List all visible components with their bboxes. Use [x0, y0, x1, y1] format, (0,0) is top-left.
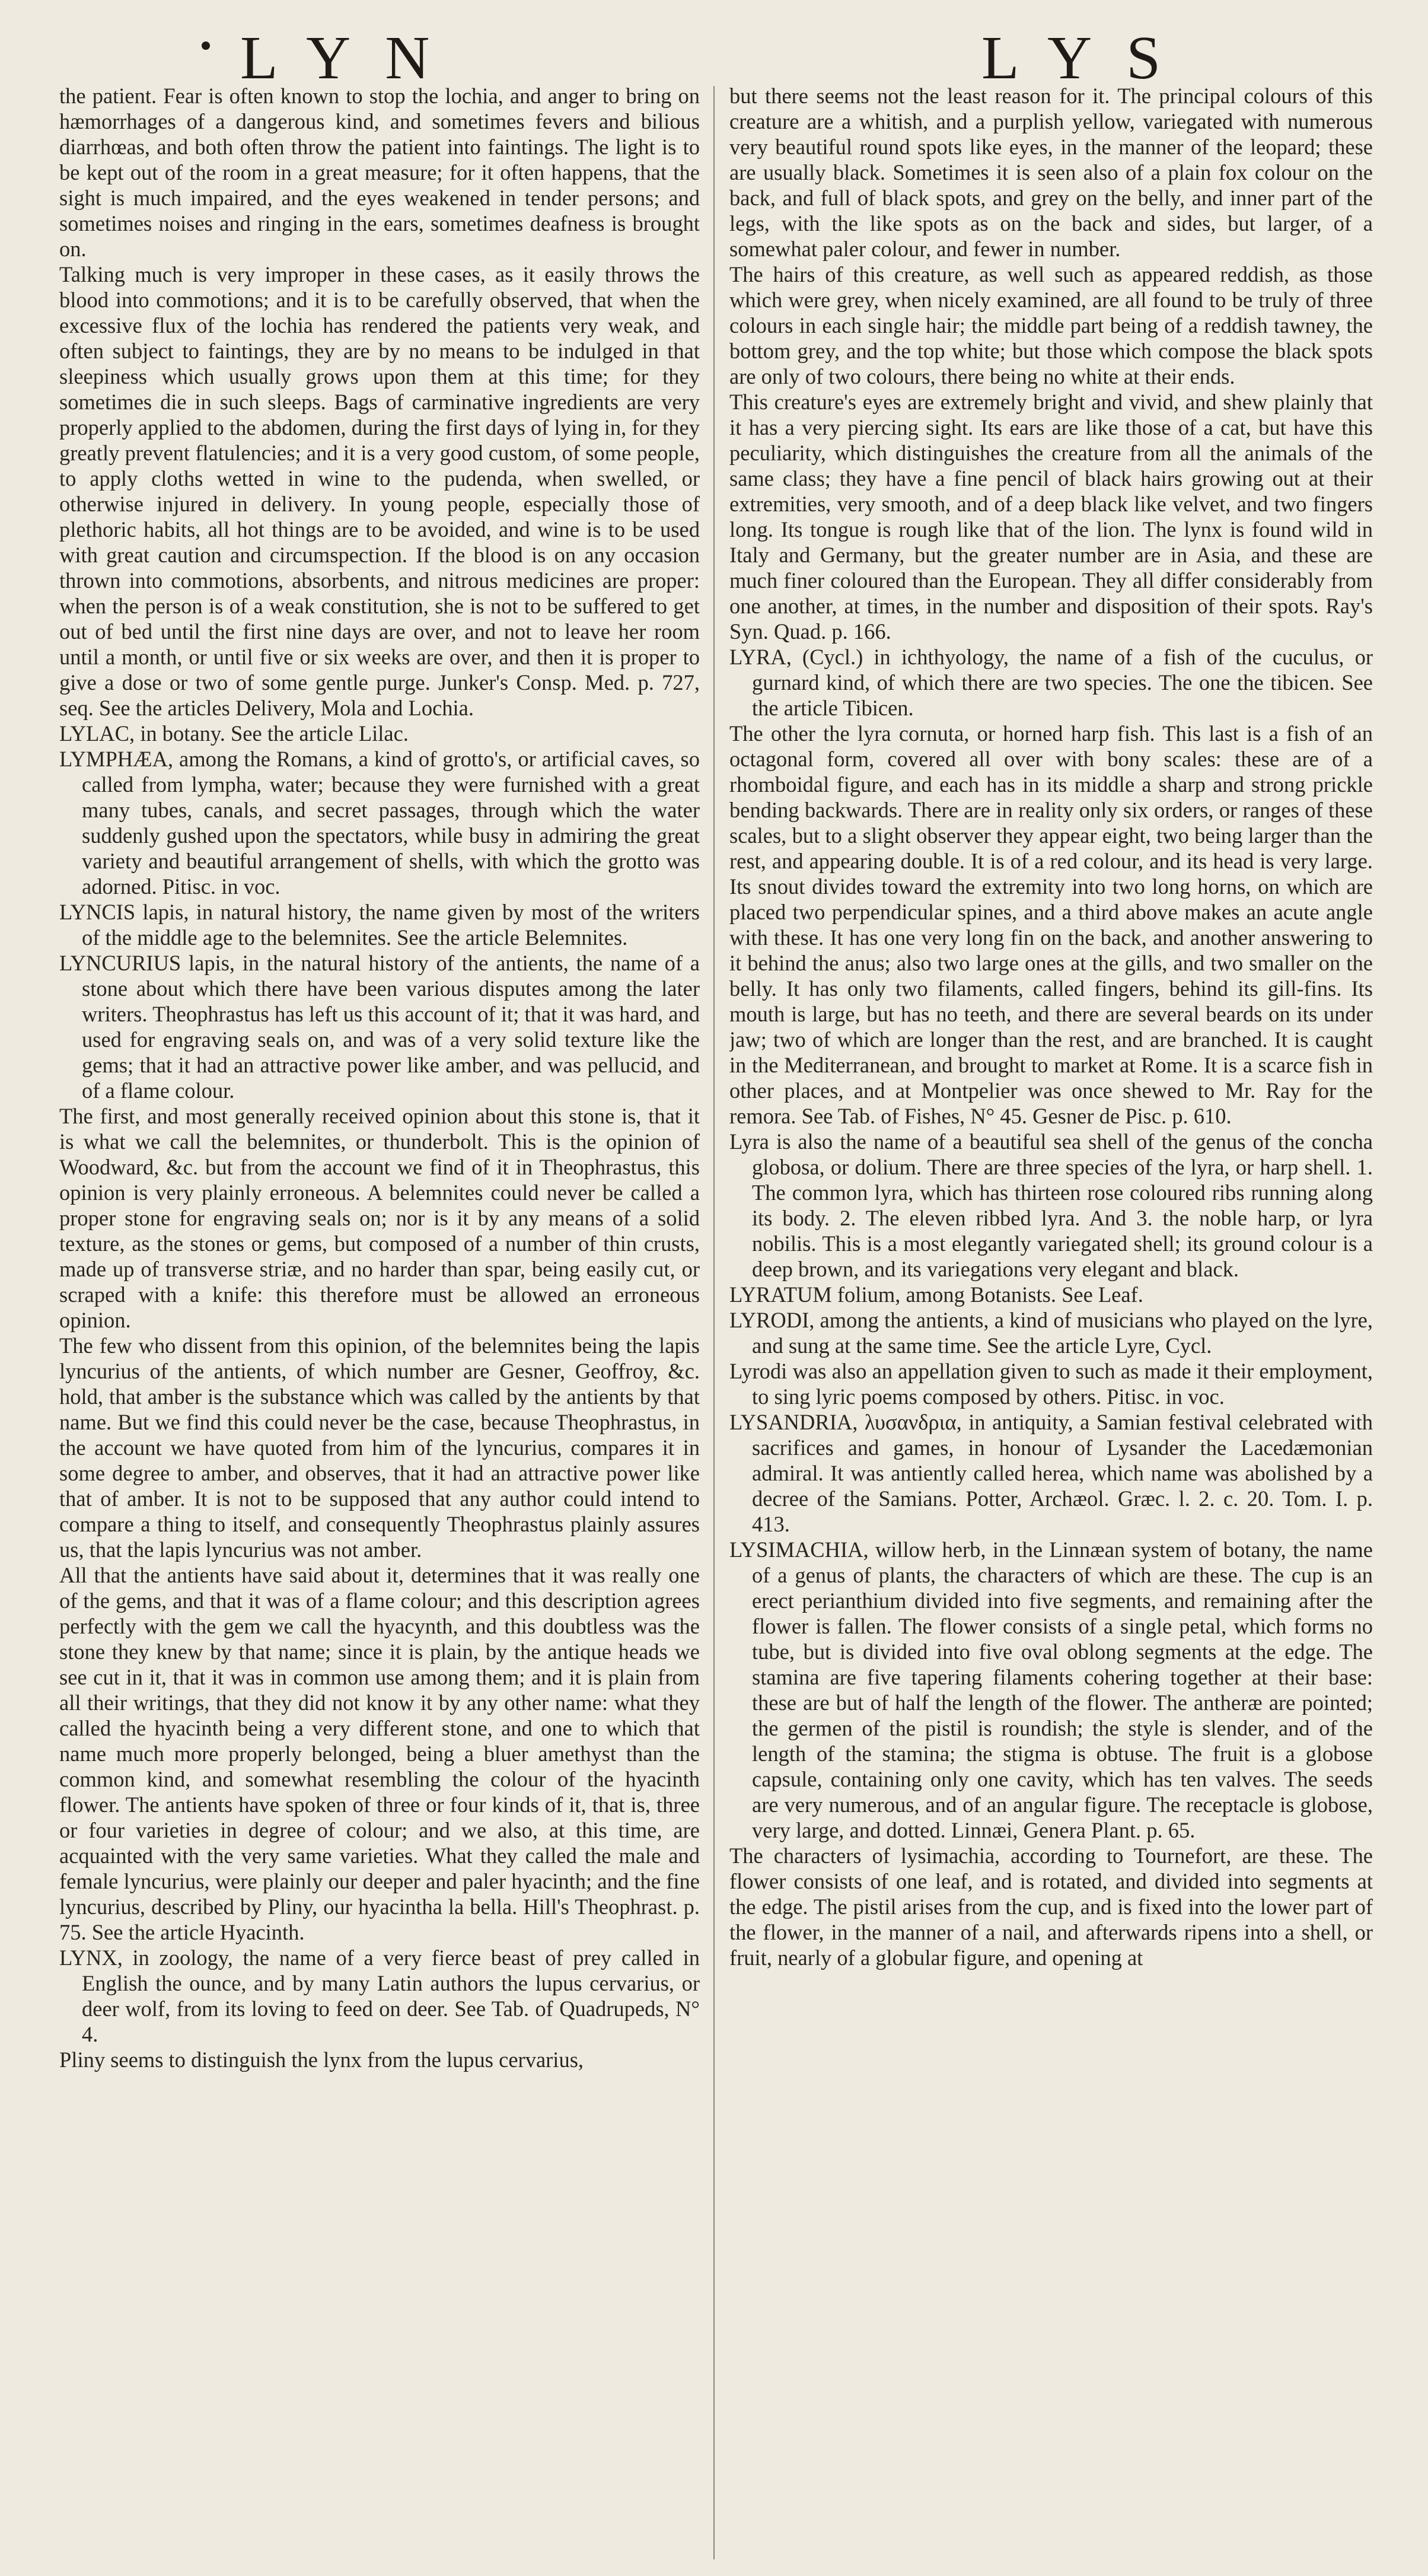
paragraph: The first, and most generally received opinion about this stone is, that it is what we call the belemnites, or thunderbolt. This is the opinion of Woodward, &c. but from the account we find of it in Theophrastus, this opinion is very plainly erroneous. A belemnites could never be called a proper stone for engraving seals on; nor is it by any means of a solid texture, as the stones or gems, but composed of a number of thin crusts, made up of transverse striæ, and no harder than spar, being easily cut, or scraped with a knife: this therefore must be allowed an erroneous opinion. — [59, 1104, 700, 1332]
column-divider — [713, 86, 715, 2559]
entry-lynx: LYNX, in zoology, the name of a very fierce beast of prey called in English the ounce, and by many Latin authors the lupus cervarius, or deer wolf, from its loving to feed on deer. See Tab. of Quadrupeds, N° 4. — [59, 1945, 700, 2046]
running-head-left: LYN — [240, 24, 464, 92]
entry-lyratum: LYRATUM folium, among Botanists. See Leaf. — [729, 1282, 1143, 1307]
entry-lyrodi-appellation: Lyrodi was also an appellation given to such as made it their employment, to sing lyric poems composed by others. Pitisc. in voc. — [729, 1359, 1373, 1409]
paragraph: The few who dissent from this opinion, of the belemnites being the lapis lyncurius of the antients, of which number are Gesner, Geoffroy, &c. hold, that amber is the substance which was called by the antients by that name. But we find this could never be the case, because Theophrastus, in the account we have quoted from him of the lyncurius, compares it in some degree to amber, and observes, that it had an attractive power like that of amber. It is not to be supposed that any author could intend to compare a thing to itself, and consequently Theophrastus plainly assures us, that the lapis lyncurius was not amber. — [59, 1333, 700, 1562]
entry-lyncis-lapis: LYNCIS lapis, in natural history, the name given by most of the writers of the middle age to the belemnites. See the article Belemnites. — [59, 900, 700, 950]
header-ornament — [202, 42, 210, 50]
paragraph: Pliny seems to distinguish the lynx from the lupus cervarius, — [59, 2048, 584, 2072]
paragraph: Talking much is very improper in these cases, as it easily throws the blood into commotions; and it is to be carefully observed, that when the excessive flux of the lochia has rendered the patients very weak, and often subject to faintings, they are by no means to be indulged in that sleepiness which usually grows upon them at this time; for they sometimes die in such sleeps. Bags of carminative ingredients are very properly applied to the abdomen, during the first days of lying in, for they greatly prevent flatulencies; and it is a very good custom, of some people, to apply cloths wetted in wine to the pudenda, when swelled, or otherwise injured in delivery. In young people, especially those of plethoric habits, all hot things are to be avoided, and wine is to be used with great caution and circumspection. If the blood is on any occasion thrown into commotions, absorbents, and nitrous medicines are proper: when the person is of a weak constitution, she is not to be suffered to get out of bed until the first nine days are over, and not to leave her room until a month, or until five or six weeks are over, and then it is proper to give a dose or two of some gentle purge. Junker's Consp. Med. p. 727, seq. See the articles Delivery, Mola and Lochia. — [59, 262, 700, 720]
paragraph: the patient. Fear is often known to stop the lochia, and anger to bring on hæmorrhages of a dangerous kind, and sometimes fevers and bilious diarrhœas, and both often throw the patient into faintings. The light is to be kept out of the room in a great measure; for it often happens, that the sight is much impaired, and the eyes weakened in tender persons; and sometimes noises and ringing in the ears, sometimes deafness is brought on. — [59, 84, 700, 261]
left-column — [59, 83, 700, 2571]
entry-lyra-shell: Lyra is also the name of a beautiful sea shell of the genus of the concha globosa, or dolium. There are three species of the lyra, or harp shell. 1. The common lyra, which has thirteen rose coloured ribs running along its body. 2. The eleven ribbed lyra. And 3. the noble harp, or lyra nobilis. This is a most elegantly variegated shell; its ground colour is a deep brown, and its variegations very elegant and black. — [729, 1129, 1373, 1281]
entry-lyrodi: LYRODI, among the antients, a kind of musicians who played on the lyre, and sung at the same time. See the article Lyre, Cycl. — [729, 1308, 1373, 1358]
entry-lysimachia: LYSIMACHIA, willow herb, in the Linnæan system of botany, the name of a genus of plants, the characters of which are these. The cup is an erect perianthium divided into five segments, and remaining after the flower is fallen. The flower consists of a single petal, which forms no tube, but is divided into five oval oblong segments at the edge. The stamina are five tapering filaments cohering together at their base: these are but of half the length of the flower. The antheræ are pointed; the germen of the pistil is roundish; the style is slender, and of the length of the stamina; the stigma is obtuse. The fruit is a globose capsule, containing only one cavity, which has ten valves. The seeds are very numerous, and of an angular figure. The receptacle is globose, very large, and dotted. Linnæi, Genera Plant. p. 65. — [729, 1537, 1373, 1842]
paragraph: but there seems not the least reason for it. The principal colours of this creature are a whitish, and a purplish yellow, variegated with numerous very beautiful round spots like eyes, in the manner of the leopard; these are usually black. Sometimes it is seen also of a plain fox colour on the back, and full of black spots, and grey on the belly, and inner part of the legs, with the like spots as on the back and sides, but larger, of a somewhat paler colour, and fewer in number. — [729, 84, 1373, 261]
entry-lylac: LYLAC, in botany. See the article Lilac. — [59, 721, 409, 746]
entry-lyra: LYRA, (Cycl.) in ichthyology, the name of a fish of the cuculus, or gurnard kind, of which there are two species. The one the tibicen. See the article Tibicen. — [729, 645, 1373, 720]
running-head-right: LYS — [981, 24, 1196, 92]
entry-lysandria: LYSANDRIA, λυσανδρια, in antiquity, a Samian festival celebrated with sacrifices and games, in honour of Lysander the Lacedæmonian admiral. It was antiently called herea, which name was abolished by a decree of the Samians. Potter, Archæol. Græc. l. 2. c. 20. Tom. I. p. 413. — [729, 1410, 1373, 1536]
paragraph: The other the lyra cornuta, or horned harp fish. This last is a fish of an octagonal form, covered all over with bony scales: these are of a rhomboidal figure, and each has in its middle a sharp and strong prickle bending backwards. There are in reality only six orders, or ranges of these scales, but to a slight observer they appear eight, two being larger than the rest, and appearing double. It is of a red colour, and its head is very large. Its snout divides toward the extremity into two long horns, on which are placed two perpendicular spines, and a third above makes an acute angle with these. It has one very long fin on the back, and another answering to it behind the anus; also two large ones at the gills, and two smaller on the belly. It has only two filaments, called fingers, behind its gill-fins. Its mouth is large, but has no teeth, and there are several beards on its under jaw; two of which are longer than the rest, and are branched. It is caught in the Mediterranean, and brought to market at Rome. It is a scarce fish in other places, and at Montpelier was once shewed to Mr. Ray for the remora. See Tab. of Fishes, N° 45. Gesner de Pisc. p. 610. — [729, 721, 1373, 1128]
entry-lyncurius-lapis: LYNCURIUS lapis, in the natural history of the antients, the name of a stone about which there have been various disputes among the later writers. Theophrastus has left us this account of it; that it was hard, and used for engraving seals on, and was of a very solid texture like the gems; that it had an attractive power like amber, and was pellucid, and of a flame colour. — [59, 951, 700, 1103]
paragraph: The characters of lysimachia, according to Tournefort, are these. The flower consists of one leaf, and is rotated, and divided into segments at the edge. The pistil arises from the cup, and is fixed into the lower part of the flower, in the manner of a nail, and afterwards ripens into a shell, or fruit, nearly of a globular figure, and opening at — [729, 1843, 1373, 1970]
paragraph: The hairs of this creature, as well such as appeared reddish, as those which were grey, when nicely examined, are all found to be truly of three colours in each single hair; the middle part being of a reddish tawney, the bottom grey, and the top white; but those which compose the black spots are only of two colours, there being no white at their ends. — [729, 262, 1373, 389]
paragraph: This creature's eyes are extremely bright and vivid, and shew plainly that it has a very piercing sight. Its ears are like those of a cat, but have this peculiarity, which distinguishes the creature from all the animals of the same class; they have a fine pencil of black hairs growing out at their extremities, very smooth, and of a deep black like velvet, and two fingers long. Its tongue is rough like that of the lion. The lynx is found wild in Italy and Germany, but the greater number are in Asia, and these are much finer coloured than the European. They all differ considerably from one another, at times, in the number and disposition of their spots. Ray's Syn. Quad. p. 166. — [729, 390, 1373, 644]
paragraph: All that the antients have said about it, determines that it was really one of the gems, and that it was of a flame colour; and this description agrees perfectly with the gem we call the hyacynth, and this doubtless was the stone they knew by that name; since it is plain, by the antique heads we see cut in it, that it was in common use among them; and it is plain from all their writings, that they did not know it by any other name: what they called the hyacinth being a very different stone, and one to which that name much more properly belonged, being a bluer amethyst than the common kind, and somewhat resembling the colour of the hyacinth flower. The antients have spoken of three or four kinds of it, that is, three or four varieties in degree of colour; and we also, at this time, are acquainted with the very same varieties. What they called the male and female lyncurius, were plainly our deeper and paler hyacinth; and the fine lyncurius, described by Pliny, our hyacintha la bella. Hill's Theophrast. p. 75. See the article Hyacinth. — [59, 1563, 700, 1944]
entry-lymphaea: LYMPHÆA, among the Romans, a kind of grotto's, or artificial caves, so called from lympha, water; because they were furnished with a great many tubes, canals, and secret passages, through which the water suddenly gushed upon the spectators, while busy in admiring the great variety and beautiful arrangement of shells, with which the grotto was adorned. Pitisc. in voc. — [59, 747, 700, 899]
right-column — [729, 83, 1373, 2571]
